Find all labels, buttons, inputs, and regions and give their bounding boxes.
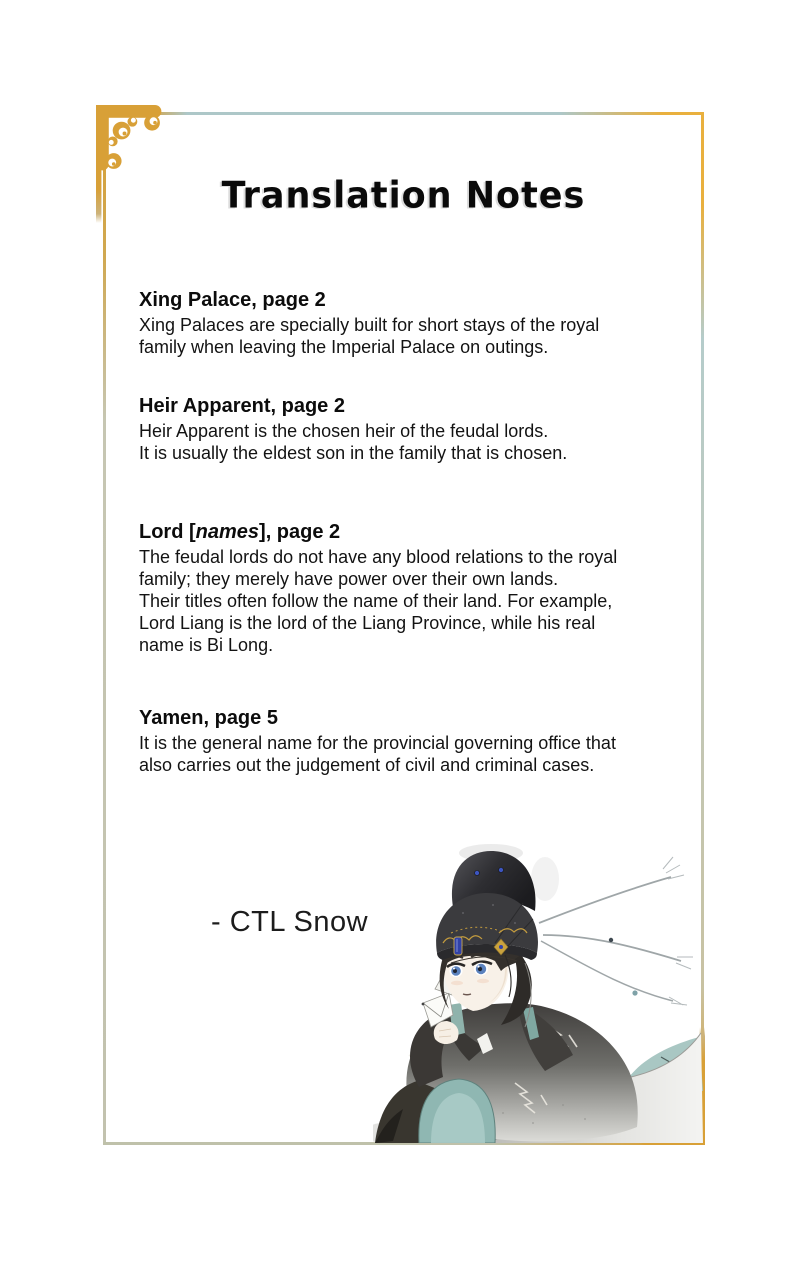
note-line: family when leaving the Imperial Palace on outings. (139, 337, 549, 357)
note-heading (139, 520, 691, 544)
note-heading-text: Lord [ (139, 521, 196, 543)
note-heading-emphasis: names (195, 521, 260, 543)
note-section-heir-apparent (139, 394, 691, 464)
chibi-official-illustration (373, 843, 703, 1143)
note-heading-text: Yamen, page 5 (139, 707, 278, 729)
note-heading-text: Xing Palace, page 2 (139, 289, 326, 311)
note-heading-text: Heir Apparent, page 2 (139, 395, 345, 417)
page-title: Translation Notes (221, 175, 586, 217)
note-section-lord-names (139, 520, 691, 656)
note-line: Their titles often follow the name of their land. For example, (139, 591, 613, 611)
page-border-left (103, 112, 106, 1142)
note-section-xing-palace (139, 288, 691, 358)
note-line: Lord Liang is the lord of the Liang Province, while his real (139, 613, 596, 633)
note-line: It is the general name for the provincial governing office that (139, 733, 616, 753)
note-line: Heir Apparent is the chosen heir of the feudal lords. (139, 421, 549, 441)
note-line: Xing Palaces are specially built for short stays of the royal (139, 315, 600, 335)
note-line: name is Bi Long. (139, 635, 274, 655)
note-line: family; they merely have power over their own lands. (139, 569, 559, 589)
note-line: also carries out the judgement of civil and criminal cases. (139, 755, 595, 775)
note-heading (139, 394, 691, 418)
translator-signature: - CTL Snow (211, 906, 369, 938)
note-line: The feudal lords do not have any blood relations to the royal (139, 547, 618, 567)
note-heading (139, 706, 691, 730)
note-section-yamen (139, 706, 691, 776)
note-heading (139, 288, 691, 312)
note-heading-text: ], page 2 (259, 521, 341, 543)
note-line: It is usually the eldest son in the family that is chosen. (139, 443, 568, 463)
